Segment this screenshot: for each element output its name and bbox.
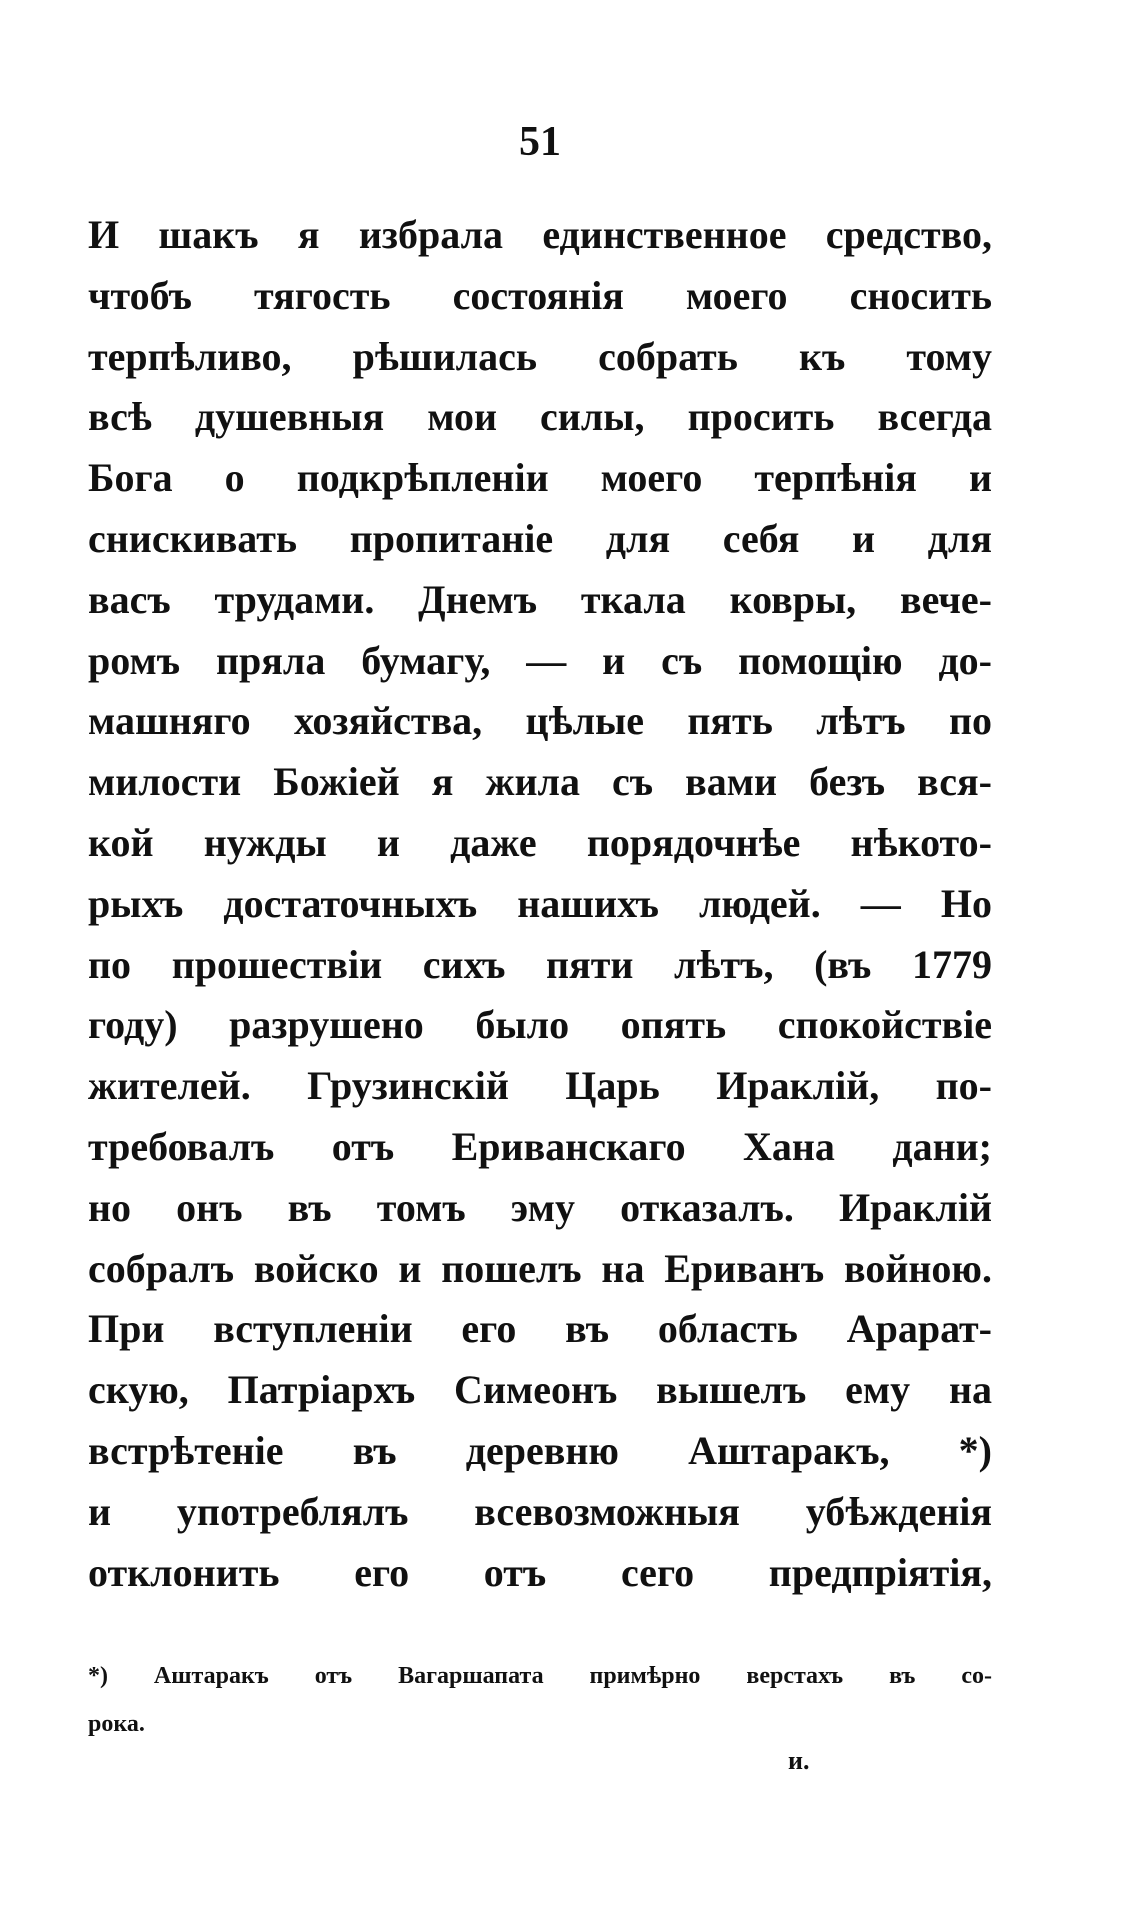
text-line: васъ трудами. Днемъ ткала ковры, вече-: [88, 576, 992, 622]
text-line: и употреблялъ всевозможныя убѣжденія: [88, 1488, 992, 1534]
text-line: снискивать пропитаніе для себя и для: [88, 515, 992, 561]
text-line: жителей. Грузинскій Царь Ираклій, по-: [88, 1063, 992, 1109]
text-line: по прошествіи сихъ пяти лѣтъ, (въ 1779: [88, 941, 992, 987]
text-line: скую, Патріархъ Симеонъ вышелъ ему на: [88, 1367, 992, 1413]
text-line: Бога о подкрѣпленіи моего терпѣнія и: [88, 455, 992, 501]
text-line: терпѣливо, рѣшилась собрать къ тому: [88, 333, 992, 379]
text-line: требовалъ отъ Ериванскаго Хана дани;: [88, 1123, 992, 1169]
text-line: кой нужды и даже порядочнѣе нѣкото-: [88, 819, 992, 865]
text-line: При вступленіи его въ область Арарат-: [88, 1306, 992, 1352]
body-text: [88, 205, 992, 1603]
footnote-line: *) Аштаракъ отъ Вагаршапата примѣрно верстахъ въ со-: [88, 1663, 992, 1689]
text-line: собралъ войско и пошелъ на Ериванъ войною.: [88, 1245, 992, 1291]
page-number: 51: [519, 119, 561, 165]
footnote-line: рока.: [88, 1711, 145, 1737]
text-line: И шакъ я избрала единственное средство,: [88, 212, 992, 257]
text-line: встрѣтеніе въ деревню Аштаракъ, *): [88, 1427, 992, 1473]
text-line: году) разрушено было опять спокойствіе: [88, 1002, 992, 1048]
text-line: всѣ душевныя мои силы, просить всегда: [88, 394, 992, 440]
footnote: [88, 1652, 992, 1748]
catchword: и.: [788, 1746, 810, 1775]
text-line: машняго хозяйства, цѣлые пять лѣтъ по: [88, 698, 992, 744]
text-line: милости Божіей я жила съ вами безъ вся-: [88, 759, 992, 805]
text-line: рыхъ достаточныхъ нашихъ людей. — Но: [88, 880, 992, 926]
text-line: отклонить его отъ сего предпріятія,: [88, 1549, 992, 1595]
text-line: чтобъ тягость состоянія моего сносить: [88, 272, 992, 318]
text-line: ромъ пряла бумагу, — и съ помощію до-: [88, 637, 992, 683]
text-line: но онъ въ томъ эму отказалъ. Ираклій: [88, 1184, 992, 1230]
